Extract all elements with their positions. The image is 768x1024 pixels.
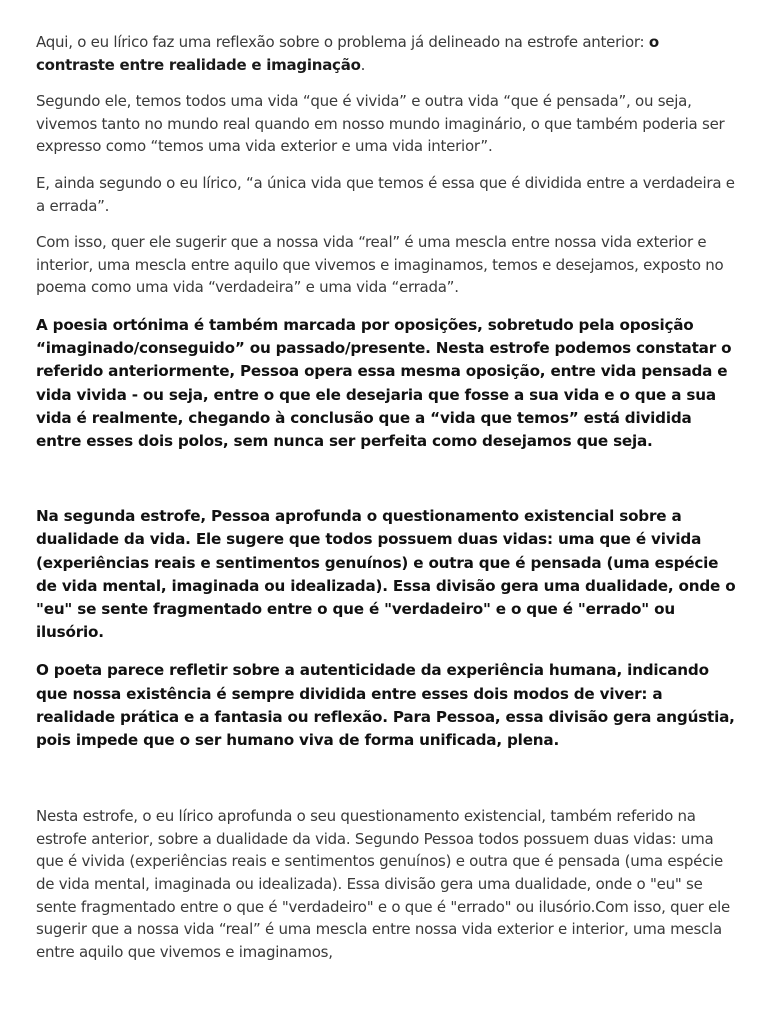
paragraph-autenticidade: O poeta parece refletir sobre a autenticidade da experiência humana, indicando que nossa existência é sempre dividida entre esses dois modos de viver: a realidade prática e a fantasia ou reflexão. Para Pessoa, essa divisão gera angústia, pois impede que o ser humano viva de forma unificada, plena. — [36, 661, 735, 749]
paragraph-poesia-ortonima: A poesia ortónima é também marcada por oposições, sobretudo pela oposição “imaginado/conseguido” ou passado/presente. Nesta estrofe podemos constatar o referido anteriormente, Pessoa opera essa mesma oposição, entre vida pensada e vida vivida - ou seja, entre o que ele desejaria que fosse a sua vida e o que a sua vida é realmente, chegando à conclusão que a “vida que temos” está dividida entre esses dois polos, sem nunca ser perfeita como desejamos que seja. — [36, 315, 732, 450]
paragraph-reflexao-end: . — [360, 55, 366, 74]
paragraph-reflexao-intro: Aqui, o eu lírico faz uma reflexão sobre o problema já delineado na estrofe anterior: — [36, 33, 649, 51]
paragraph-mescla: Com isso, quer ele sugerir que a nossa vida “real” é uma mescla entre nossa vida exterior e interior, uma mescla entre aquilo que vivemos e imaginamos, temos e desejamos, exposto no poema como uma vida “verdadeira” e uma vida “errada”. — [36, 233, 724, 297]
paragraph-vida-vivida-pensada: Segundo ele, temos todos uma vida “que é vivida” e outra vida “que é pensada”, ou seja, vivemos tanto no mundo real quando em nosso mundo imaginário, o que também poderia ser expresso como “temos uma vida exterior e uma vida interior”. — [36, 92, 725, 156]
document-page — [36, 31, 736, 963]
paragraph-reflexao — [36, 31, 736, 76]
paragraph-vida-dividida: E, ainda segundo o eu lírico, “a única vida que temos é essa que é dividida entre a verdadeira e a errada”. — [36, 173, 735, 215]
paragraph-nesta-estrofe: Nesta estrofe, o eu lírico aprofunda o seu questionamento existencial, também referido na estrofe anterior, sobre a dualidade da vida. Segundo Pessoa todos possuem duas vidas: uma que é vivida (experiências reais e sentimentos genuínos) e outra que é pensada (uma espécie de vida mental, imaginada ou idealizada). Essa divisão gera uma dualidade, onde o "eu" se sente fragmentado entre o que é "verdadeiro" e o que é "errado" ou ilusório.Com isso, quer ele sugerir que a nossa vida “real” é uma mescla entre nossa vida exterior e interior, uma mescla entre aquilo que vivemos e imaginamos, — [36, 807, 730, 961]
paragraph-reflexao-emphasis: o contraste entre realidade e imaginação — [36, 33, 659, 74]
paragraph-segunda-estrofe: Na segunda estrofe, Pessoa aprofunda o questionamento existencial sobre a dualidade da vida. Ele sugere que todos possuem duas vidas: uma que é vivida (experiências reais e sentimentos genuínos) e outra que é pensada (uma espécie de vida mental, imaginada ou idealizada). Essa divisão gera uma dualidade, onde o "eu" se sente fragmentado entre o que é "verdadeiro" e o que é "errado" ou ilusório. — [36, 507, 736, 642]
